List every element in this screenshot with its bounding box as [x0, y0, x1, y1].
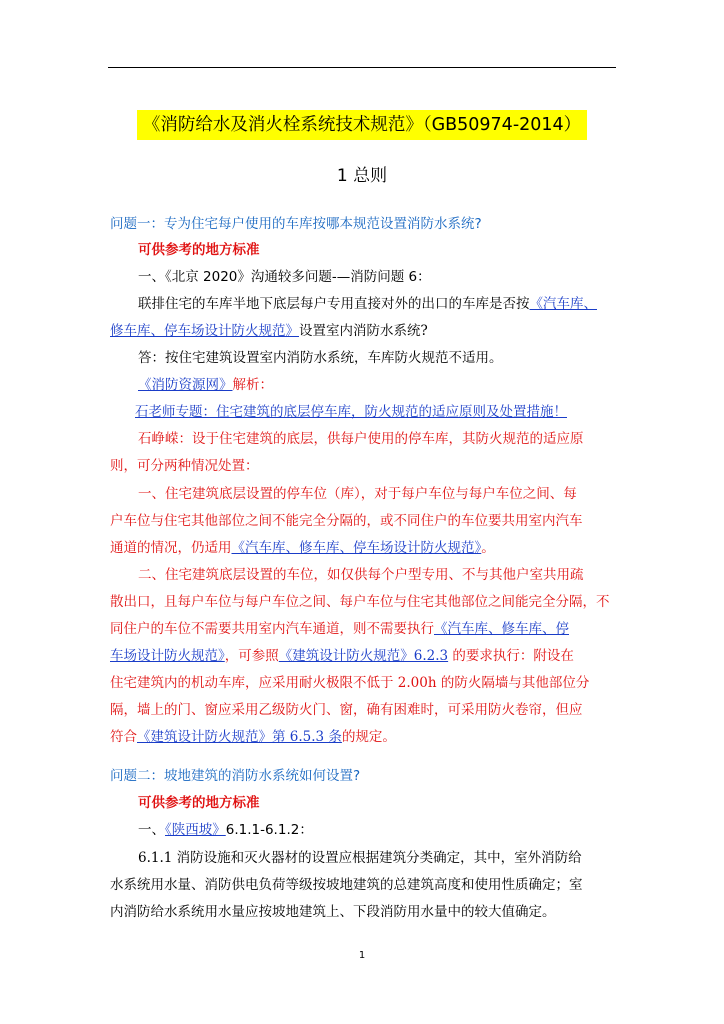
header-rule	[108, 67, 616, 68]
building-code-link-623[interactable]: 《建筑设计防火规范》6.2.3	[278, 648, 449, 664]
analysis-label: 解析：	[232, 377, 273, 393]
q1-para2-line3-b: 。	[481, 540, 495, 556]
q1-para1-line1: 石峥嵘：设于住宅建筑的底层，供每户使用的停车库，其防火规范的适应原	[138, 431, 584, 447]
q1-question-text-b: 设置室内消防水系统?	[299, 323, 428, 339]
q1-para2-line1: 一、住宅建筑底层设置的停车位（库），对于每户车位与每户车位之间、每	[138, 486, 577, 502]
q1-link-garage-code[interactable]: 《汽车库、	[529, 296, 597, 312]
q1-para3-line5: 住宅建筑内的机动车库，应采用耐火极限不低于 2.00h 的防火隔墙与其他部位分	[110, 675, 590, 691]
q1-para3-line7-b: 的规定。	[341, 729, 396, 745]
q1-para3-line2: 散出口，且每户车位与每户车位之间、每户车位与住宅其他部位之间能完全分隔，不	[110, 594, 610, 610]
q1-para3-line1: 二、住宅建筑底层设置的车位，如仅供每个户型专用、不与其他户室共用疏	[138, 567, 584, 583]
q2-source	[138, 820, 650, 840]
document-title: 《消防给水及消火栓系统技术规范》（GB50974-2014）	[137, 110, 587, 140]
shaanxi-slope-link[interactable]: 《陕西坡》	[165, 822, 226, 838]
q1-para3-line3-a: 同住户的车位不需要共用室内汽车通道，则不需要执行	[110, 621, 434, 637]
q1-question-text-a: 联排住宅的车库半地下底层每户专用直接对外的出口的车库是否按	[138, 296, 530, 312]
q2-para-line3: 内消防给水系统用水量应按坡地建筑上、下段消防用水量中的较大值确定。	[110, 904, 556, 920]
q1-para3-line3	[110, 619, 622, 639]
q1-para3-line4-b: 的要求执行：附设在	[448, 648, 574, 664]
question-2-heading: 问题二：坡地建筑的消防水系统如何设置?	[110, 768, 361, 784]
q1-source: 一、《北京 2020》沟通较多问题-—消防问题 6：	[138, 269, 431, 285]
q1-para3-line4	[110, 646, 622, 666]
q1-question-text-cont	[110, 321, 622, 341]
q1-answer: 答：按住宅建筑设置室内消防水系统，车库防火规范不适用。	[138, 350, 503, 366]
q1-para1-line2: 则，可分两种情况处置：	[110, 458, 259, 474]
q1-para2-garage-code-link[interactable]: 《汽车库、修车库、停车场设计防火规范》	[231, 540, 482, 556]
q1-para3-line7-a: 符合	[110, 729, 137, 745]
question-1-heading: 问题一：专为住宅每户使用的车库按哪本规范设置消防水系统?	[110, 216, 482, 232]
fire-resource-link[interactable]: 《消防资源网》	[138, 377, 233, 393]
q2-para-line2: 水系统用水量、消防供电负荷等级按坡地建筑的总建筑高度和使用性质确定；室	[110, 877, 583, 893]
q1-para2-line3-a: 通道的情况，仍适用	[110, 540, 232, 556]
q2-source-prefix: 一、	[138, 822, 165, 838]
teacher-topic-link[interactable]: 石老师专题：住宅建筑的底层停车库，防火规范的适应原则及处置措施！	[135, 404, 567, 420]
q2-source-suffix: 6.1.1-6.1.2：	[225, 822, 313, 838]
q1-analysis	[138, 375, 650, 395]
q1-para3-line6: 隔，墙上的门、窗应采用乙级防火门、窗，确有困难时，可采用防火卷帘，但应	[110, 702, 583, 718]
title-block	[0, 110, 724, 140]
page-number: 1	[358, 950, 366, 961]
q1-question-text	[138, 294, 650, 314]
q1-para3-line4-a: ，可参照	[224, 648, 279, 664]
q1-link-garage-code-cont[interactable]: 修车库、停车场设计防火规范》	[110, 323, 299, 339]
q1-reference-heading: 可供参考的地方标准	[138, 242, 260, 258]
q1-para3-line7	[110, 727, 622, 747]
q2-reference-heading: 可供参考的地方标准	[138, 795, 260, 811]
q1-para3-garage-code-link[interactable]: 《汽车库、修车库、停	[434, 621, 569, 637]
q1-para2-line2: 户车位与住宅其他部位之间不能完全分隔的，或不同住户的车位要共用室内汽车	[110, 513, 583, 529]
building-code-link-653[interactable]: 《建筑设计防火规范》第 6.5.3 条	[137, 729, 342, 745]
chapter-heading: 1 总则	[336, 166, 388, 186]
q2-para-line1: 6.1.1 消防设施和灭火器材的设置应根据建筑分类确定，其中，室外消防给	[138, 850, 582, 866]
q1-para2-line3	[110, 538, 622, 558]
q1-para3-garage-code-link-cont[interactable]: 车场设计防火规范》	[110, 648, 225, 664]
